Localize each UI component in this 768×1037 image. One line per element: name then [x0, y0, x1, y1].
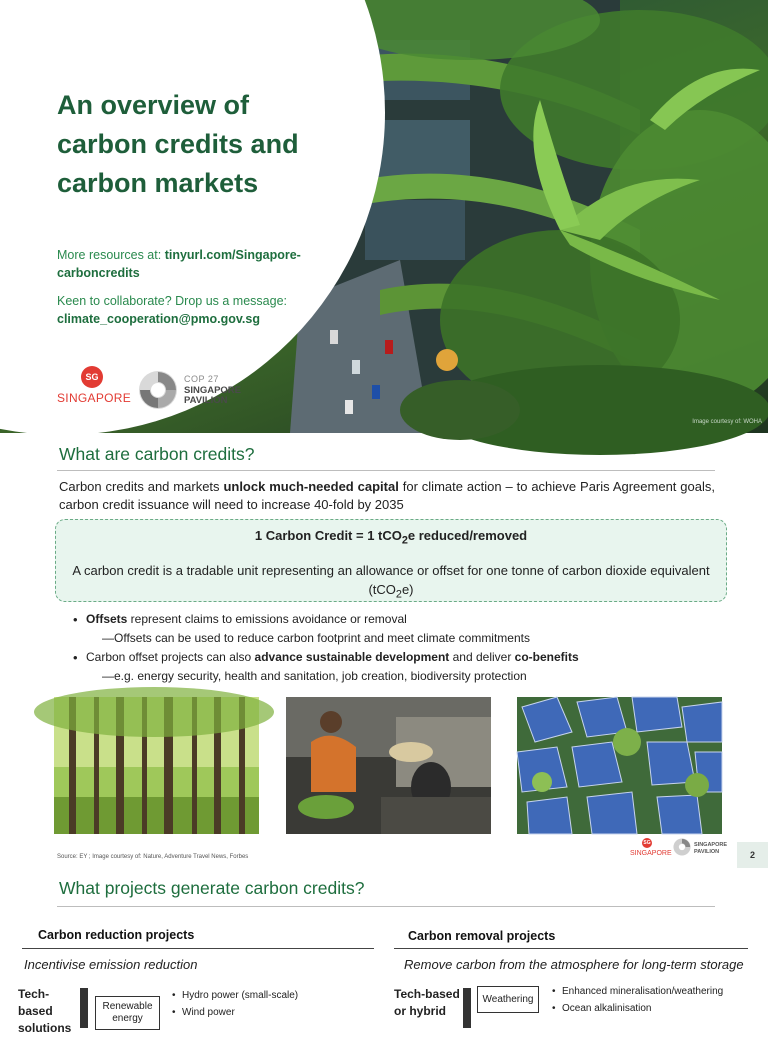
cop-swirl-icon — [673, 838, 691, 856]
collab-text: Keen to collaborate? Drop us a message: — [57, 294, 287, 308]
list-item: • Hydro power (small-scale) — [172, 987, 372, 1004]
reduction-row-label: Tech- based solutions — [18, 987, 72, 1035]
reduction-heading: Carbon reduction projects — [38, 928, 195, 942]
cop-swirl-icon — [138, 370, 178, 410]
removal-rule — [394, 948, 748, 949]
definition-text: A carbon credit is a tradable unit representing an allowance or offset for one tonne of carbon dioxide equivalent (tCO$_2$e) — [72, 563, 710, 601]
list-item: • Ocean alkalinisation — [552, 1000, 762, 1017]
definition-equation: 1 Carbon Credit = 1 tCO$_2$e reduced/removed — [254, 528, 528, 547]
cop-logo-line1: COP 27 — [184, 374, 219, 384]
resources-label: More resources at: — [57, 248, 165, 262]
cop-logo-line3: PAVILION — [184, 395, 228, 406]
list-item: • Enhanced mineralisation/weathering — [552, 983, 762, 1000]
source-note: Source: EY ; Image courtesy of: Nature, Adventure Travel News, Forbes — [57, 854, 249, 860]
singapore-logo-text: SINGAPORE — [57, 391, 132, 405]
title-line: carbon markets — [57, 168, 259, 198]
section-divider — [57, 906, 715, 907]
singapore-logo-small-text: SINGAPORE — [630, 850, 672, 857]
cop-small-line2: PAVILION — [694, 849, 720, 855]
cop27-pavilion-logo — [138, 370, 268, 412]
removal-items — [552, 983, 762, 1017]
hero-banner — [0, 0, 768, 433]
reduction-rule — [22, 948, 374, 949]
row-marker-bar — [463, 988, 471, 1028]
list-item: • Wind power — [172, 1004, 372, 1021]
resources-link-continued[interactable]: carboncredits — [57, 266, 140, 280]
row-marker-bar — [80, 988, 88, 1028]
list-subitem: —e.g. energy security, health and sanitation, job creation, biodiversity protection — [102, 669, 527, 683]
list-subitem: —Offsets can be used to reduce carbon footprint and meet climate commitments — [102, 631, 530, 645]
section-divider — [57, 470, 715, 471]
singapore-logo — [57, 366, 133, 410]
page-title — [57, 86, 347, 203]
email-link[interactable]: climate_cooperation@pmo.gov.sg — [57, 312, 260, 326]
cop27-pavilion-logo-small — [673, 838, 733, 860]
section-title-projects: What projects generate carbon credits? — [59, 878, 365, 898]
list-item: • Carbon offset projects can also advance sustainable development and deliver co-benefits — [70, 648, 720, 667]
definition-box — [55, 519, 727, 602]
page-number: 2 — [737, 842, 768, 868]
removal-subtitle: Remove carbon from the atmosphere for long-term storage — [404, 957, 744, 972]
category-renewable-energy: Renewable energy — [95, 996, 160, 1030]
sg-mark-icon: SG — [643, 840, 651, 846]
cop-logo-line2: SINGAPORE — [184, 385, 242, 396]
resources-link[interactable]: tinyurl.com/Singapore- — [164, 248, 301, 262]
solar-panels-photo — [517, 697, 722, 834]
singapore-logo-small — [630, 838, 674, 860]
category-weathering: Weathering — [477, 986, 539, 1013]
sg-mark-icon: SG — [81, 366, 103, 388]
reduction-subtitle: Incentivise emission reduction — [24, 957, 198, 972]
cookstove-photo — [286, 697, 491, 834]
bullet-list — [70, 610, 720, 686]
title-line: carbon credits and — [57, 129, 299, 159]
intro-paragraph: Carbon credits and markets unlock much-needed capital for climate action – to achieve Paris Agreement goals, carbon credit issuance will need to increase 40-fold by 2035 — [59, 479, 715, 512]
forest-photo — [54, 697, 259, 834]
title-line: An overview of — [57, 90, 250, 120]
cop-small-line1: SINGAPORE — [694, 842, 728, 848]
section-title-what-are: What are carbon credits? — [59, 444, 255, 464]
removal-row-label: Tech-based or hybrid — [394, 987, 460, 1018]
reduction-items — [172, 987, 372, 1021]
removal-heading: Carbon removal projects — [408, 929, 556, 943]
list-item: • Offsets represent claims to emissions avoidance or removal — [70, 610, 720, 629]
hero-contact-info — [57, 246, 327, 328]
image-credit: Image courtesy of: WOHA — [692, 419, 762, 425]
